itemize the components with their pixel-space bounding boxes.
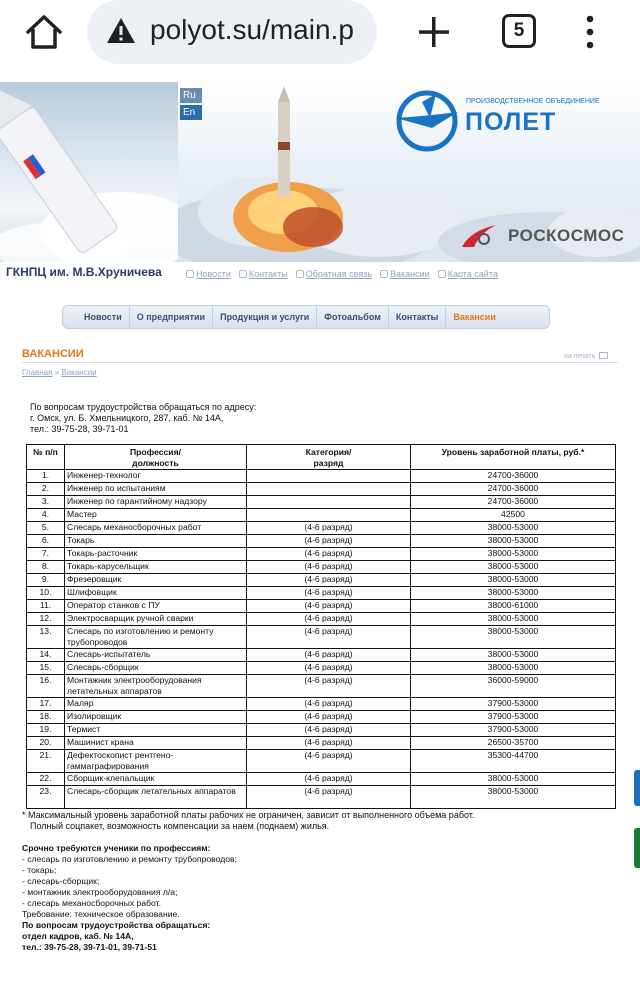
header-profession-1: Профессия/ — [130, 447, 181, 457]
cell-category: (4-6 разряд) — [247, 535, 411, 548]
cell-profession: Инженер-технолог — [65, 470, 247, 483]
cell-category: (4-6 разряд) — [247, 587, 411, 600]
cell-category: (4-6 разряд) — [247, 711, 411, 724]
cell-category: (4-6 разряд) — [247, 662, 411, 675]
print-label: на печать — [564, 353, 596, 360]
cell-category — [247, 470, 411, 483]
cell-profession: Машинист крана — [65, 737, 247, 750]
table-row — [27, 698, 616, 711]
cell-category: (4-6 разряд) — [247, 613, 411, 626]
top-links-row — [0, 262, 640, 290]
student-item: - монтажник электрооборудования л/а; — [22, 887, 178, 897]
students-block — [22, 843, 237, 953]
cell-profession: Токарь-расточник — [65, 548, 247, 561]
table-row — [27, 773, 616, 786]
cell-salary: 38000-53000 — [411, 548, 616, 561]
toplink-label: Карта сайта — [447, 269, 498, 279]
home-icon[interactable] — [22, 12, 66, 52]
cell-profession: Изолировщик — [65, 711, 247, 724]
cell-num: 5. — [27, 522, 65, 535]
cell-salary: 38000-53000 — [411, 662, 616, 675]
cell-salary: 42500 — [411, 509, 616, 522]
cell-category: (4-6 разряд) — [247, 698, 411, 711]
cell-salary: 24700-36000 — [411, 483, 616, 496]
cell-salary: 38000-53000 — [411, 587, 616, 600]
cell-num: 20. — [27, 737, 65, 750]
cell-category: (4-6 разряд) — [247, 750, 411, 773]
cell-num: 6. — [27, 535, 65, 548]
url-text[interactable]: polyot.su/main.p — [150, 14, 354, 45]
cell-salary: 37900-53000 — [411, 698, 616, 711]
cell-num: 3. — [27, 496, 65, 509]
table-row — [27, 496, 616, 509]
nav-item-contacts[interactable]: Контакты — [389, 307, 446, 327]
nav-item-vacancies[interactable]: Вакансии — [453, 312, 496, 322]
cell-num: 11. — [27, 600, 65, 613]
edge-handle — [634, 828, 640, 868]
table-row — [27, 737, 616, 750]
cell-num: 7. — [27, 548, 65, 561]
header-category — [247, 445, 411, 470]
cell-profession: Токарь-карусельщик — [65, 561, 247, 574]
toplink-contacts[interactable] — [239, 269, 288, 279]
cell-num: 15. — [27, 662, 65, 675]
cell-profession: Токарь — [65, 535, 247, 548]
cell-salary: 38000-53000 — [411, 574, 616, 587]
breadcrumb-home[interactable]: Главная — [22, 368, 53, 377]
main-nav — [62, 305, 550, 329]
table-row — [27, 662, 616, 675]
table-row — [27, 470, 616, 483]
gknpc-caption: ГКНПЦ им. М.В.Хруничева — [6, 265, 162, 279]
cell-profession: Слесарь-испытатель — [65, 649, 247, 662]
sitemap-icon — [438, 270, 446, 278]
header-profession-2: должность — [132, 458, 179, 468]
tab-count-button[interactable]: 5 — [502, 14, 536, 48]
cell-salary: 38000-53000 — [411, 613, 616, 626]
cell-category: (4-6 разряд) — [247, 737, 411, 750]
cell-num: 23. — [27, 786, 65, 809]
toplink-label: Контакты — [248, 269, 288, 279]
header-profession — [65, 445, 247, 470]
cell-salary: 35300-44700 — [411, 750, 616, 773]
cell-salary: 24700-36000 — [411, 470, 616, 483]
cell-profession: Дефектоскопист рентгено-гаммаграфирования — [65, 750, 247, 773]
cell-salary: 38000-53000 — [411, 786, 616, 809]
cell-num: 19. — [27, 724, 65, 737]
news-icon — [186, 270, 194, 278]
student-item: - слесарь механосборочных работ. — [22, 898, 161, 908]
table-row — [27, 561, 616, 574]
breadcrumb-current[interactable]: Вакансии — [61, 368, 97, 377]
cell-salary: 36000-59000 — [411, 675, 616, 698]
roscosmos-text: РОСКОСМОС — [508, 226, 625, 245]
cell-profession: Инженер по гарантийному надзору — [65, 496, 247, 509]
cell-num: 1. — [27, 470, 65, 483]
cell-profession: Маляр — [65, 698, 247, 711]
vacancies-table — [26, 444, 616, 809]
cell-profession: Инженер по испытаниям — [65, 483, 247, 496]
cell-num: 4. — [27, 509, 65, 522]
nav-item-products[interactable]: Продукция и услуги — [213, 307, 317, 327]
table-row — [27, 711, 616, 724]
site-banner — [0, 82, 640, 262]
header-num: № п/п — [27, 445, 65, 470]
table-row — [27, 509, 616, 522]
roscosmos-logo-icon — [460, 223, 500, 249]
cell-num: 8. — [27, 561, 65, 574]
divider — [22, 362, 618, 363]
cell-num: 21. — [27, 750, 65, 773]
salary-note — [22, 810, 474, 832]
cell-profession: Шлифовщик — [65, 587, 247, 600]
vacancies-icon — [380, 270, 388, 278]
cell-salary: 38000-53000 — [411, 773, 616, 786]
table-row — [27, 724, 616, 737]
cell-category: (4-6 разряд) — [247, 574, 411, 587]
nav-item-photo[interactable]: Фотоальбом — [317, 307, 389, 327]
language-switch — [180, 88, 202, 122]
printer-icon — [599, 352, 608, 359]
cell-profession: Электросварщик ручной сварки — [65, 613, 247, 626]
table-row — [27, 649, 616, 662]
table-row — [27, 522, 616, 535]
cell-category: (4-6 разряд) — [247, 561, 411, 574]
address-line: г. Омск, ул. Б. Хмельницкого, 287, каб. № 14А, — [30, 413, 224, 423]
polet-logo-icon[interactable] — [392, 88, 462, 158]
cell-category: (4-6 разряд) — [247, 548, 411, 561]
cell-category: (4-6 разряд) — [247, 724, 411, 737]
student-item: - слесарь по изготовлению и ремонту трубопроводов; — [22, 854, 237, 864]
polet-name: ПОЛЕТ — [465, 108, 557, 136]
table-row — [27, 626, 616, 649]
cell-profession: Монтажник электрооборудования летательных аппаратов — [65, 675, 247, 698]
polet-subtitle: ПРОИЗВОДСТВЕННОЕ ОБЪЕДИНЕНИЕ — [466, 98, 600, 105]
feedback-icon — [296, 270, 304, 278]
header-category-2: разряд — [313, 458, 344, 468]
students-requirement: Требование: техническое образование. — [22, 909, 180, 919]
student-item: - токарь; — [22, 865, 57, 875]
page-title: ВАКАНСИИ — [22, 348, 84, 360]
students-contact: отдел кадров, каб. № 14А, — [22, 931, 134, 941]
cell-salary: 37900-53000 — [411, 711, 616, 724]
table-header-row — [27, 445, 616, 470]
edge-handle — [634, 770, 640, 806]
cell-profession: Слесарь-сборщик летательных аппаратов — [65, 786, 247, 809]
menu-dots-icon[interactable] — [580, 14, 600, 50]
cell-category: (4-6 разряд) — [247, 522, 411, 535]
top-links — [186, 269, 498, 279]
cell-profession: Мастер — [65, 509, 247, 522]
cell-num: 14. — [27, 649, 65, 662]
nav-item-about[interactable]: О предприятии — [130, 307, 213, 327]
student-item: - слесарь-сборщик; — [22, 876, 100, 886]
cell-category — [247, 509, 411, 522]
cell-num: 18. — [27, 711, 65, 724]
table-row — [27, 750, 616, 773]
header-category-1: Категория/ — [305, 447, 352, 457]
cell-profession: Оператор станков с ПУ — [65, 600, 247, 613]
cell-category: (4-6 разряд) — [247, 600, 411, 613]
address-line: тел.: 39-75-28, 39-71-01 — [30, 424, 129, 434]
cell-category: (4-6 разряд) — [247, 773, 411, 786]
cell-num: 10. — [27, 587, 65, 600]
toplink-feedback[interactable] — [296, 269, 372, 279]
cell-category: (4-6 разряд) — [247, 649, 411, 662]
cell-num: 9. — [27, 574, 65, 587]
lang-en-link[interactable]: En — [180, 105, 202, 120]
nav-item-news[interactable]: Новости — [77, 307, 130, 327]
cell-num: 17. — [27, 698, 65, 711]
cell-num: 13. — [27, 626, 65, 649]
cell-salary: 38000-53000 — [411, 522, 616, 535]
cell-category: (4-6 разряд) — [247, 786, 411, 809]
table-row — [27, 613, 616, 626]
cell-profession: Слесарь механосборочных работ — [65, 522, 247, 535]
toplink-sitemap[interactable] — [438, 269, 498, 279]
cell-category: (4-6 разряд) — [247, 626, 411, 649]
table-body — [27, 470, 616, 809]
cell-category — [247, 496, 411, 509]
header-salary: Уровень заработной платы, руб.* — [411, 445, 616, 470]
cell-salary: 38000-53000 — [411, 626, 616, 649]
contacts-icon — [239, 270, 247, 278]
table-row — [27, 483, 616, 496]
students-contact: По вопросам трудоустройства обращаться: — [22, 920, 211, 930]
print-link[interactable] — [564, 352, 608, 360]
lang-ru-link[interactable]: Ru — [180, 88, 202, 103]
cell-category: (4-6 разряд) — [247, 675, 411, 698]
breadcrumb-separator: » — [52, 368, 62, 377]
toplink-label: Обратная связь — [305, 269, 373, 279]
cell-profession: Слесарь по изготовлению и ремонту трубопроводов — [65, 626, 247, 649]
cell-profession: Термист — [65, 724, 247, 737]
browser-toolbar — [0, 0, 640, 80]
address-block — [30, 402, 256, 435]
address-line: По вопросам трудоустройства обращаться по адресу: — [30, 402, 257, 412]
table-row — [27, 786, 616, 809]
cell-num: 22. — [27, 773, 65, 786]
table-row — [27, 574, 616, 587]
cell-salary: 24700-36000 — [411, 496, 616, 509]
toplink-label: Вакансии — [390, 269, 430, 279]
students-contact: тел.: 39-75-28, 39-71-01, 39-71-51 — [22, 942, 157, 952]
cell-salary: 38000-53000 — [411, 649, 616, 662]
cell-num: 12. — [27, 613, 65, 626]
cell-salary: 38000-53000 — [411, 535, 616, 548]
warning-icon[interactable] — [105, 15, 137, 47]
table-row — [27, 587, 616, 600]
toplink-vacancies[interactable] — [380, 269, 430, 279]
cell-salary: 38000-53000 — [411, 561, 616, 574]
note-line: * Максимальный уровень заработной платы рабочих не ограничен, зависит от выполненного объема работ. — [22, 810, 475, 820]
toplink-news[interactable] — [186, 269, 231, 279]
cell-salary: 38000-61000 — [411, 600, 616, 613]
toplink-label: Новости — [196, 269, 231, 279]
note-line: Полный соцпакет, возможность компенсации за наем (поднаем) жилья. — [30, 821, 330, 831]
rocket-photo — [0, 82, 178, 262]
table-row — [27, 675, 616, 698]
cell-profession: Фрезеровщик — [65, 574, 247, 587]
breadcrumb — [22, 368, 97, 377]
cell-category — [247, 483, 411, 496]
cell-num: 16. — [27, 675, 65, 698]
cell-salary: 26500-35700 — [411, 737, 616, 750]
table-row — [27, 600, 616, 613]
table-row — [27, 548, 616, 561]
cell-profession: Сборщик-клепальщик — [65, 773, 247, 786]
plus-icon[interactable] — [414, 14, 454, 50]
cell-profession: Слесарь-сборщик — [65, 662, 247, 675]
cell-salary: 37900-53000 — [411, 724, 616, 737]
table-row — [27, 535, 616, 548]
students-heading: Срочно требуются ученики по профессиям: — [22, 843, 211, 853]
cell-num: 2. — [27, 483, 65, 496]
